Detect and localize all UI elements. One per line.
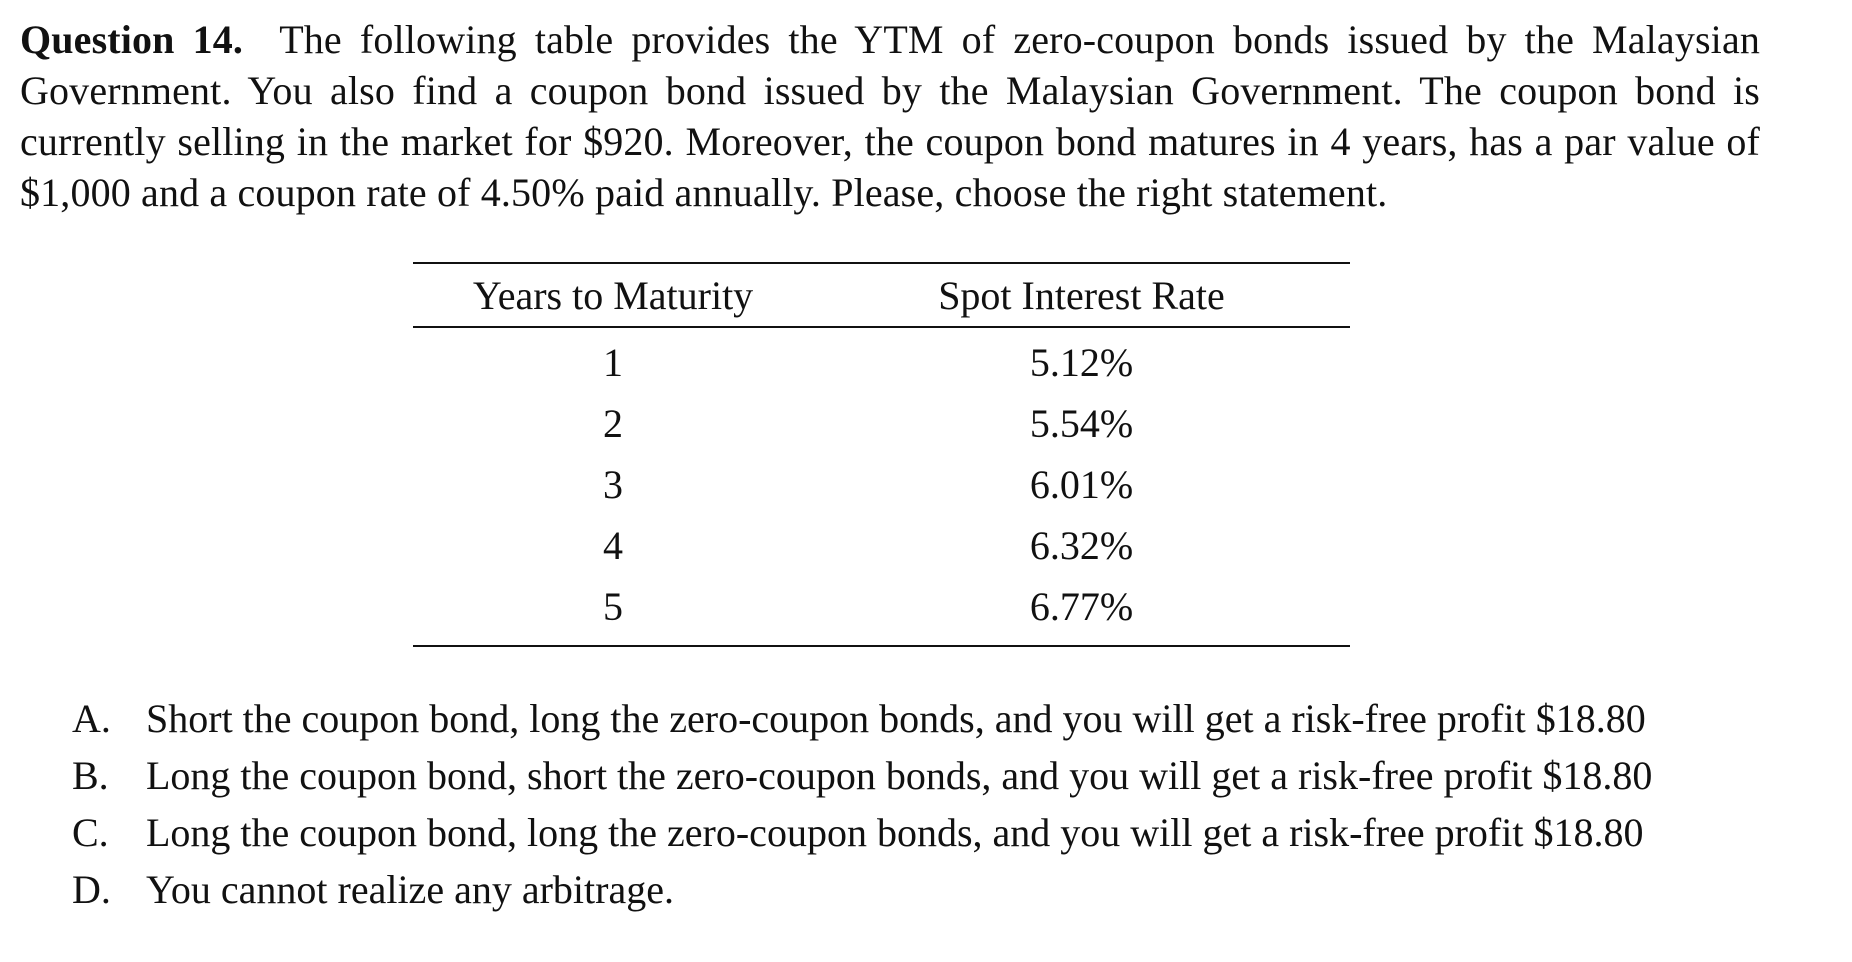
question-label: Question 14. (20, 17, 244, 62)
option-text: Short the coupon bond, long the zero-coupon bonds, and you will get a risk-free profit $18.80 (146, 696, 1646, 741)
table-bottom-rule (413, 645, 1350, 647)
table-row (413, 332, 1350, 393)
option-c[interactable] (72, 804, 1652, 861)
table-header-row (413, 264, 1350, 326)
option-text: Long the coupon bond, short the zero-coupon bonds, and you will get a risk-free profit $18.80 (146, 753, 1653, 798)
years-cell: 1 (603, 340, 623, 385)
rate-cell: 5.54% (1029, 401, 1134, 446)
spot-rate-table (413, 262, 1350, 647)
option-a[interactable] (72, 690, 1652, 747)
years-cell: 5 (603, 584, 623, 629)
option-letter: A. (72, 696, 111, 741)
header-spot-interest-rate: Spot Interest Rate (938, 272, 1225, 318)
years-cell: 3 (603, 462, 623, 507)
option-letter: C. (72, 810, 109, 855)
table-row (413, 454, 1350, 515)
option-d[interactable] (72, 861, 1652, 918)
option-letter: B. (72, 753, 109, 798)
rate-cell: 6.01% (1029, 462, 1134, 507)
table-body (413, 328, 1350, 645)
answer-options (72, 690, 1652, 918)
rate-cell: 5.12% (1029, 340, 1134, 385)
option-b[interactable] (72, 747, 1652, 804)
option-letter: D. (72, 867, 111, 912)
rate-cell: 6.77% (1029, 584, 1134, 629)
option-text: Long the coupon bond, long the zero-coupon bonds, and you will get a risk-free profit $18.80 (146, 810, 1644, 855)
table-row (413, 393, 1350, 454)
option-text: You cannot realize any arbitrage. (146, 867, 674, 912)
years-cell: 4 (603, 523, 623, 568)
question-text: The following table provides the YTM of zero-coupon bonds issued by the Malaysian Government. You also find a coupon bond issued by the Malaysian Government. The coupon bond is currently selling in the market for $920. Moreover, the coupon bond matures in 4 years, has a par value of $1,000 and a coupon rate of 4.50% paid annually. Please, choose the right statement. (20, 17, 1760, 215)
header-years-to-maturity: Years to Maturity (472, 272, 754, 318)
rate-cell: 6.32% (1029, 523, 1134, 568)
table-row (413, 515, 1350, 576)
years-cell: 2 (603, 401, 623, 446)
question-paragraph (20, 14, 1760, 218)
table-row (413, 576, 1350, 637)
